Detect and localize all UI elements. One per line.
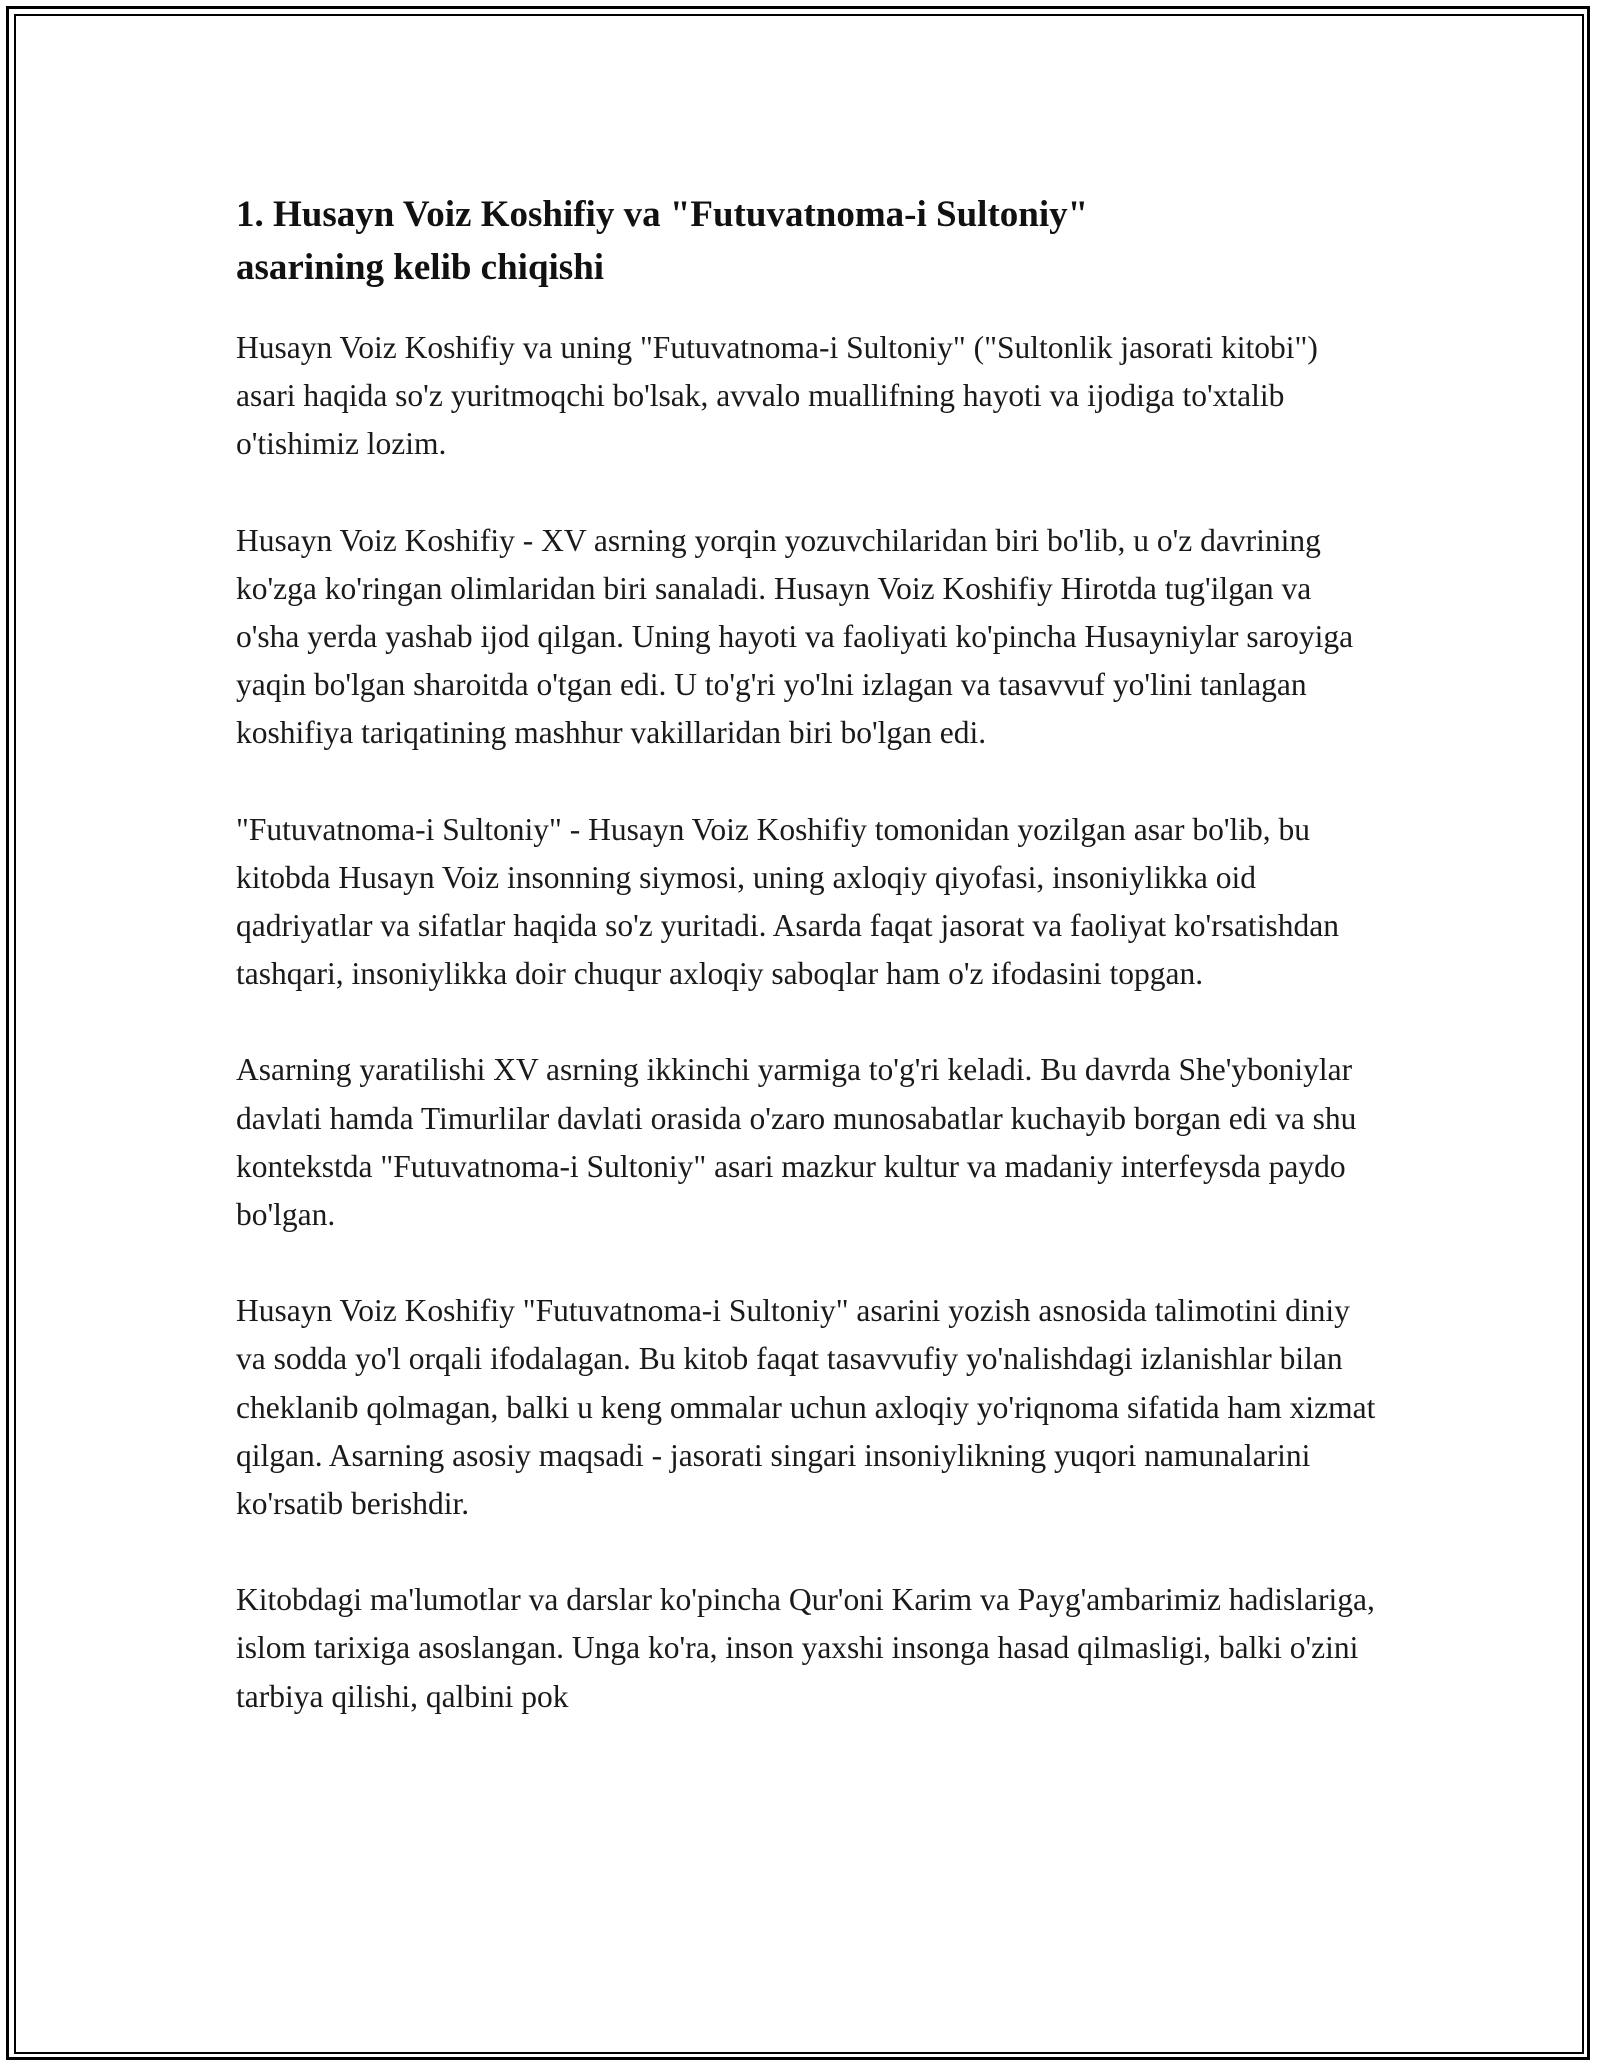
paragraph-4: Asarning yaratilishi XV asrning ikkinchi yarmiga to'g'ri keladi. Bu davrda She'yboniylar davlati hamda Timurlilar davlati orasida o'zaro munosabatlar kuchayib borgan edi va shu kontekstda "Futuvatnoma-i Sultoniy" asari mazkur kultur va madaniy interfeysda paydo bo'lgan. xyxy=(236,1052,1357,1233)
paragraph-6: Kitobdagi ma'lumotlar va darslar ko'pincha Qur'oni Karim va Payg'ambarimiz hadislariga, islom tarixiga asoslangan. Unga ko'ra, inson yaxshi insonga hasad qilmasligi, balki o'zini tarbiya qilishi, qalbini pok xyxy=(236,1582,1375,1714)
section-heading-line-1: 1. Husayn Voiz Koshifiy va "Futuvatnoma-i Sultoniy" xyxy=(236,194,1089,235)
section-heading-line-2: asarining kelib chiqishi xyxy=(236,247,605,288)
paragraph-3: "Futuvatnoma-i Sultoniy" - Husayn Voiz Koshifiy tomonidan yozilgan asar bo'lib, bu kitobda Husayn Voiz insonning siymosi, uning axloqiy qiyofasi, insoniylikka oid qadriyatlar va sifatlar haqida so'z yuritadi. Asarda faqat jasorat va faoliyat ko'rsatishdan tashqari, insoniylikka doir chuqur axloqiy saboqlar ham o'z ifodasini topgan. xyxy=(236,811,1339,992)
paragraph-2: Husayn Voiz Koshifiy - XV asrning yorqin yozuvchilaridan biri bo'lib, u o'z davrining ko'zga ko'ringan olimlaridan biri sanaladi. Husayn Voiz Koshifiy Hirotda tug'ilgan va o'sha yerda yashab ijod qilgan. Uning hayoti va faoliyati ko'pincha Husayniylar saroyiga yaqin bo'lgan sharoitda o'tgan edi. U to'g'ri yo'lni izlagan va tasavvuf yo'lini tanlagan koshifiya tariqatining mashhur vakillaridan biri bo'lgan edi. xyxy=(236,522,1354,751)
paragraph-5: Husayn Voiz Koshifiy "Futuvatnoma-i Sultoniy" asarini yozish asnosida talimotini diniy va sodda yo'l orqali ifodalagan. Bu kitob faqat tasavvufiy yo'nalishdagi izlanishlar bilan cheklanib qolmagan, balki u keng ommalar uchun axloqiy yo'riqnoma sifatida ham xizmat qilgan. Asarning asosiy maqsadi - jasorati singari insoniylikning yuqori namunalarini ko'rsatib berishdir. xyxy=(236,1293,1376,1522)
paragraph-1: Husayn Voiz Koshifiy va uning "Futuvatnoma-i Sultoniy" ("Sultonlik jasorati kitobi") asari haqida so'z yuritmoqchi bo'lsak, avvalo muallifning hayoti va ijodiga to'xtalib o'tishimiz lozim. xyxy=(236,330,1318,462)
document-page xyxy=(236,188,1376,1769)
section-heading xyxy=(236,188,1376,294)
